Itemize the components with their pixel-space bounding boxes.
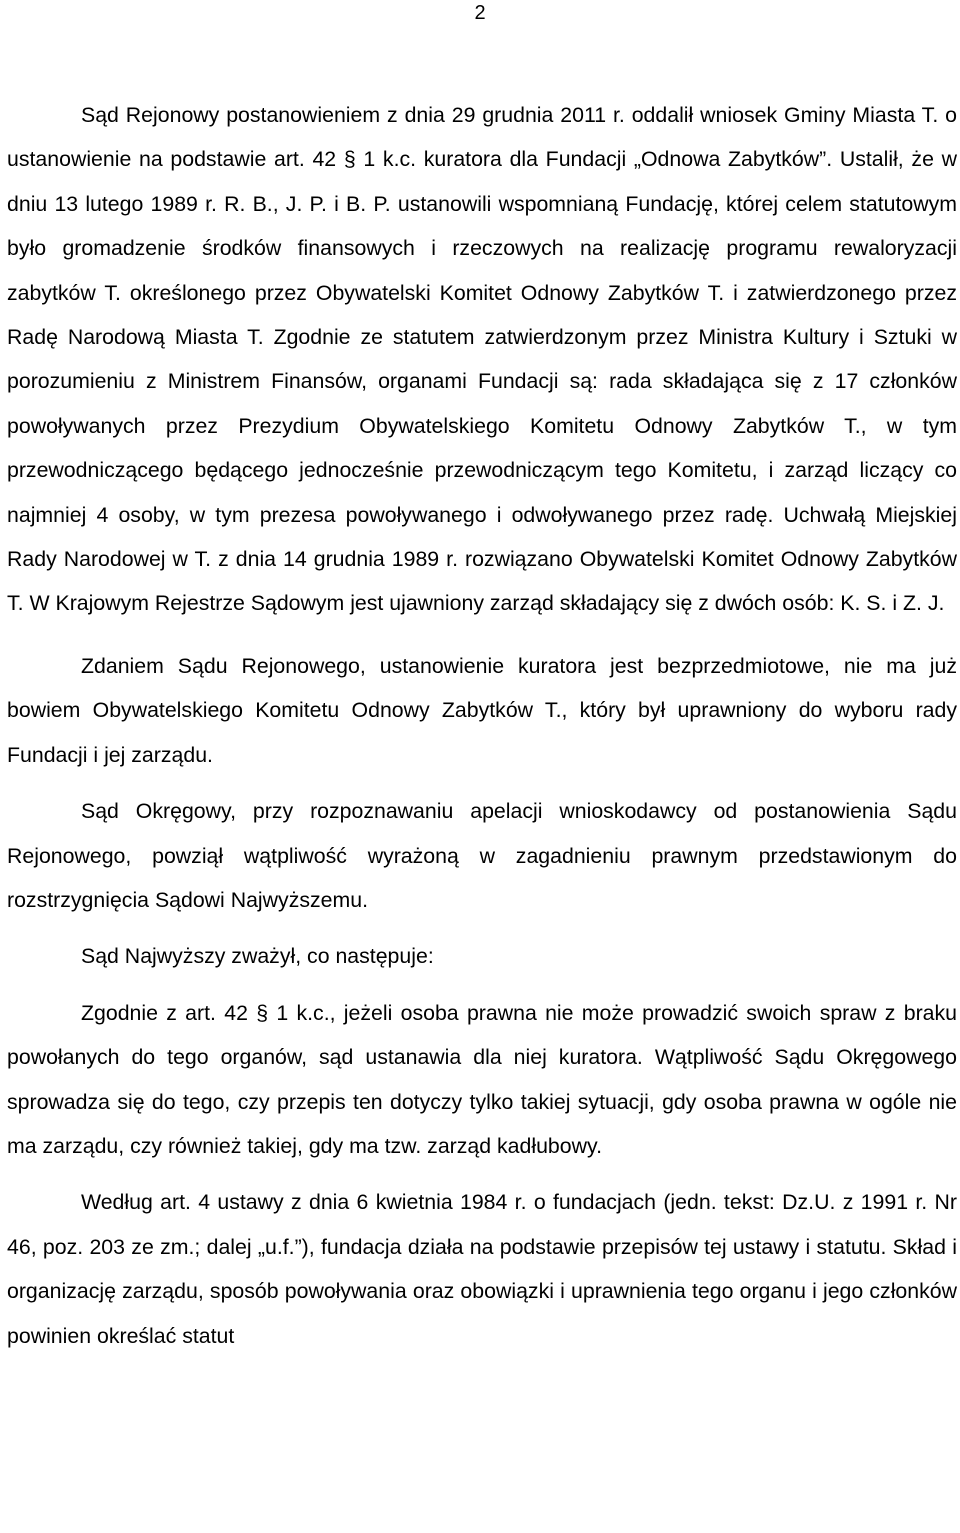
paragraph-regional-court-question: Sąd Okręgowy, przy rozpoznawaniu apelacji wnioskodawcy od postanowienia Sądu Rejonowego, powziął wątpliwość wyrażoną w zagadnieniu prawnym przedstawionym do rozstrzygnięcia Sądowi Najwyższemu. [7,799,957,912]
page-number: 2 [474,2,486,24]
paragraph-district-court-opinion: Zdaniem Sądu Rejonowego, ustanowienie kuratora jest bezprzedmiotowe, nie ma już bowiem Obywatelskiego Komitetu Odnowy Zabytków T., który był uprawniony do wyboru rady Fundacji i jej zarządu. [7,653,957,767]
document-body [7,93,957,1358]
paragraph-supreme-court-heading: Sąd Najwyższy zważył, co następuje: [81,944,434,969]
paragraph-art-42: Zgodnie z art. 42 § 1 k.c., jeżeli osoba prawna nie może prowadzić swoich spraw z braku powołanych do tego organów, sąd ustanawia dla niej kuratora. Wątpliwość Sądu Okręgowego sprowadza się do tego, czy przepis ten dotyczy tylko takiej sytuacji, gdy osoba prawna w ogóle nie ma zarządu, czy również takiej, gdy ma tzw. zarząd kadłubowy. [7,1000,957,1158]
paragraph-facts: Sąd Rejonowy postanowieniem z dnia 29 grudnia 2011 r. oddalił wniosek Gminy Miasta T. o ustanowienie na podstawie art. 42 § 1 k.c. kuratora dla Fundacji „Odnowa Zabytków”. Ustalił, że w dniu 13 lutego 1989 r. R. B., J. P. i B. P. ustanowili wspomnianą Fundację, której celem statutowym było gromadzenie środków finansowych i rzeczowych na realizację programu rewaloryzacji zabytków T. określonego przez Obywatelski Komitet Odnowy Zabytków T. i zatwierdzonego przez Radę Narodową Miasta T. Zgodnie ze statutem zatwierdzonym przez Ministra Kultury i Sztuki w porozumieniu z Ministrem Finansów, organami Fundacji są: rada składająca się z 17 członków powoływanych przez Prezydium Obywatelskiego Komitetu Odnowy Zabytków T., w tym przewodniczącego będącego jednocześnie przewodniczącym tego Komitetu, i zarząd liczący co najmniej 4 osoby, w tym prezesa powoływanego i odwoływanego przez radę. Uchwałą Miejskiej Rady Narodowej w T. z dnia 14 grudnia 1989 r. rozwiązano Obywatelski Komitet Odnowy Zabytków T. W Krajowym Rejestrze Sądowym jest ujawniony zarząd składający się z dwóch osób: K. S. i Z. J. [7,103,957,616]
paragraph-foundations-act: Według art. 4 ustawy z dnia 6 kwietnia 1984 r. o fundacjach (jedn. tekst: Dz.U. z 1991 r. Nr 46, poz. 203 ze zm.; dalej „u.f.”), fundacja działa na podstawie przepisów tej ustawy i statutu. Skład i organizację zarządu, sposób powoływania oraz obowiązki i uprawnienia tego organu i jego członków powinien określać statut [7,1190,957,1348]
